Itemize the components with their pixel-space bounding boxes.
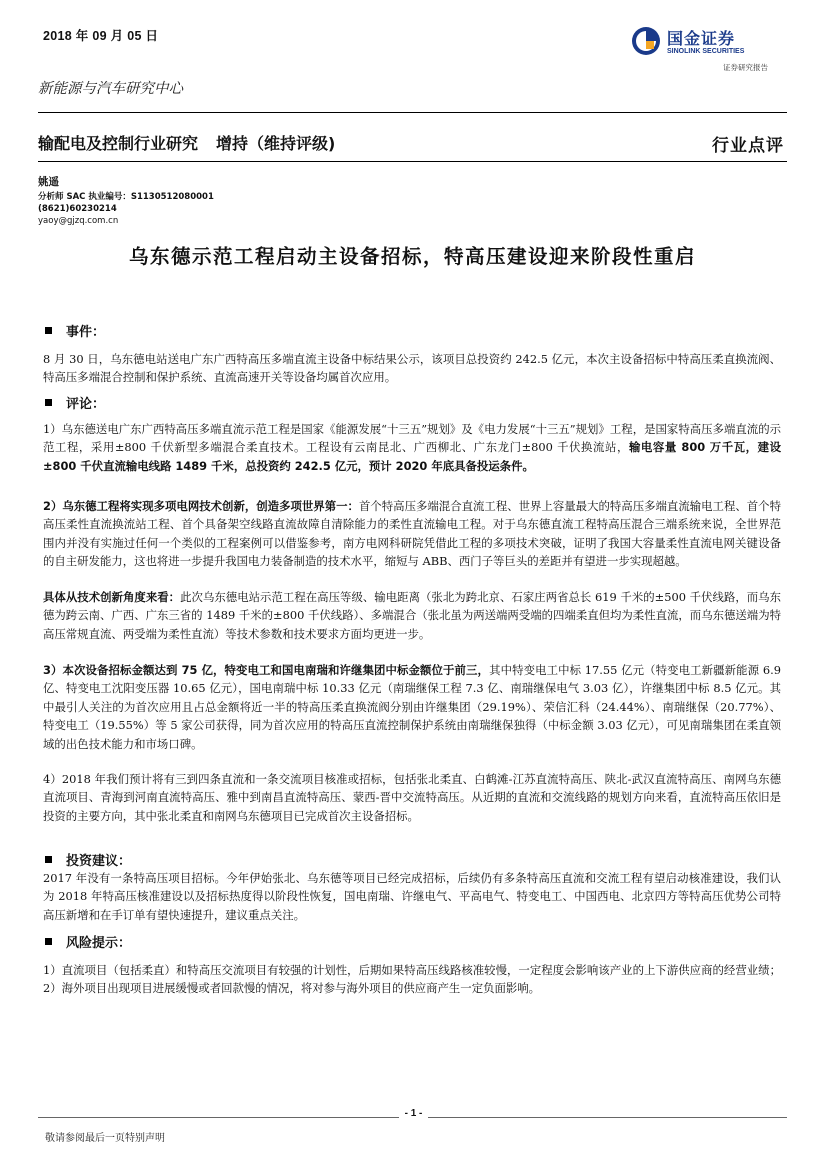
comment-paragraph-4: 3）本次设备招标金额达到 75 亿，特变电工和国电南瑞和许继集团中标金额位于前三，其中特变电工中标 17.55 亿元（特变电工新疆新能源 6.9 亿、特变电工沈阳变压器 10.65 亿元），国电南瑞中标 10.33 亿元（南瑞继保工程 7.3 亿、南瑞继保电气 3.03 亿），许继集团中标 8.5 亿元。其中最引人关注的为首次应用且占总金额将近一半的特高压柔直换流阀分别由许继集团（29.19%）、荣信汇科（24.44%）、南瑞继保（20.77%）、特变电工（19.55%）等 5 家公司获得，同为首次应用的特高压直流控制保护系统由南瑞继保独得（中标金额 3.03 亿元），可见南瑞集团在柔直领域的出色技术能力和市场口碑。 bbox=[43, 663, 781, 751]
research-center: 新能源与汽车研究中心 bbox=[38, 81, 183, 97]
document-type: 行业点评 bbox=[712, 136, 784, 156]
section-heading-comment: 评论： bbox=[45, 393, 105, 412]
logo-subtitle: 证券研究报告 bbox=[723, 63, 768, 72]
report-headline: 乌东德示范工程启动主设备招标，特高压建设迎来阶段性重启 bbox=[128, 245, 696, 268]
section-heading-advice: 投资建议： bbox=[45, 850, 131, 869]
logo-name-en: SINOLINK SECURITIES bbox=[667, 48, 745, 55]
analyst-sac: 分析师 SAC 执业编号：S1130512080001 bbox=[38, 192, 214, 202]
header-divider bbox=[38, 112, 787, 113]
square-bullet-icon bbox=[45, 327, 52, 334]
page-number: - 1 - bbox=[0, 1108, 827, 1119]
industry-title-bar bbox=[38, 131, 353, 154]
logo-name-cn: 国金证券 bbox=[667, 29, 736, 48]
company-logo bbox=[631, 22, 791, 78]
footer-disclaimer: 敬请参阅最后一页特别声明 bbox=[45, 1133, 165, 1144]
report-date: 2018 年 09 月 05 日 bbox=[43, 29, 159, 43]
title-divider bbox=[38, 161, 787, 162]
rating: 增持（维持评级) bbox=[216, 134, 336, 153]
industry-name: 输配电及控制行业研究 bbox=[38, 134, 199, 153]
square-bullet-icon bbox=[45, 938, 52, 945]
analyst-phone: (8621)60230214 bbox=[38, 204, 117, 214]
square-bullet-icon bbox=[45, 399, 52, 406]
section-heading-event: 事件： bbox=[45, 321, 105, 340]
square-bullet-icon bbox=[45, 856, 52, 863]
comment-paragraph-3: 具体从技术创新角度来看：此次乌东德电站示范工程在高压等级、输电距离（张北为跨北京、石家庄两省总长 619 千米的±500 千伏线路，而乌东德为跨云南、广西、广东三省的 1489 千米的±800 千伏线路）、多端混合（张北虽为两送端两受端的四端柔直但均为柔性直流，而乌东德送端为特高压常规直流、两受端为柔性直流）等技术参数和技术要求方面均更进一步。 bbox=[43, 590, 781, 641]
comment-paragraph-5: 4）2018 年我们预计将有三到四条直流和一条交流项目核准或招标，包括张北柔直、白鹤滩-江苏直流特高压、陕北-武汉直流特高压、南网乌东德直流项目、青海到河南直流特高压、雅中到南昌直流特高压、蒙西-晋中交流特高压。从近期的直流和交流线路的规划方向来看，直流特高压依旧是投资的主要方向，其中张北柔直和南网乌东德项目已完成首次主设备招标。 bbox=[43, 772, 781, 823]
risk-paragraph: 1）直流项目（包括柔直）和特高压交流项目有较强的计划性，后期如果特高压线路核准较慢，一定程度会影响该产业的上下游供应商的经营业绩；2）海外项目出现项目进展缓慢或者回款慢的情况，将对参与海外项目的供应商产生一定负面影响。 bbox=[43, 963, 781, 996]
advice-paragraph: 2017 年没有一条特高压项目招标。今年伊始张北、乌东德等项目已经完成招标，后续仍有多条特高压直流和交流工程有望启动核准建设，我们认为 2018 年特高压核准建设以及招标热度得以阶段性恢复，国电南瑞、许继电气、平高电气、特变电工、中国西电、北京四方等特高压优势公司特高压新增和在手订单有望快速提升，建议重点关注。 bbox=[43, 871, 781, 922]
section-heading-risk: 风险提示： bbox=[45, 932, 131, 951]
comment-paragraph-2: 2）乌东德工程将实现多项电网技术创新，创造多项世界第一：首个特高压多端混合直流工程、世界上容量最大的特高压多端直流输电工程、首个特高压柔性直流换流站工程、首个具备架空线路直流故障自清除能力的柔性直流输电工程。对于乌东德直流工程特高压混合三端系统来说，全世界范围内并没有实施过任何一个类似的工程案例可以借鉴参考，南方电网科研院凭借此工程的多项技术突破，证明了我国大容量柔性直流电网关键设备的自主研发能力，这也将进一步提升我国电力装备制造的技术水平，缩短与 ABB、西门子等巨头的差距并有望进一步实现超越。 bbox=[43, 499, 781, 569]
event-paragraph: 8 月 30 日，乌东德电站送电广东广西特高压多端直流主设备中标结果公示，该项目总投资约 242.5 亿元，本次主设备招标中特高压柔直换流阀、特高压多端混合控制和保护系统、直流高速开关等设备均属首次应用。 bbox=[43, 352, 781, 385]
logo-mark-icon bbox=[631, 26, 661, 56]
analyst-info bbox=[38, 176, 214, 227]
analyst-email[interactable]: yaoy@gjzq.com.cn bbox=[38, 216, 119, 226]
analyst-name: 姚遥 bbox=[38, 176, 59, 188]
comment-paragraph-1: 1）乌东德送电广东广西特高压多端直流示范工程是国家《能源发展“十三五”规划》及《电力发展“十三五”规划》工程，是国家特高压多端直流的示范工程，采用±800 千伏新型多端混合柔直技术。工程设有云南昆北、广西柳北、广东龙门±800 千伏换流站，输电容量 800 万千瓦，建设±800 千伏直流输电线路 1489 千米，总投资约 242.5 亿元，预计 2020 年底具备投运条件。 bbox=[43, 422, 781, 473]
